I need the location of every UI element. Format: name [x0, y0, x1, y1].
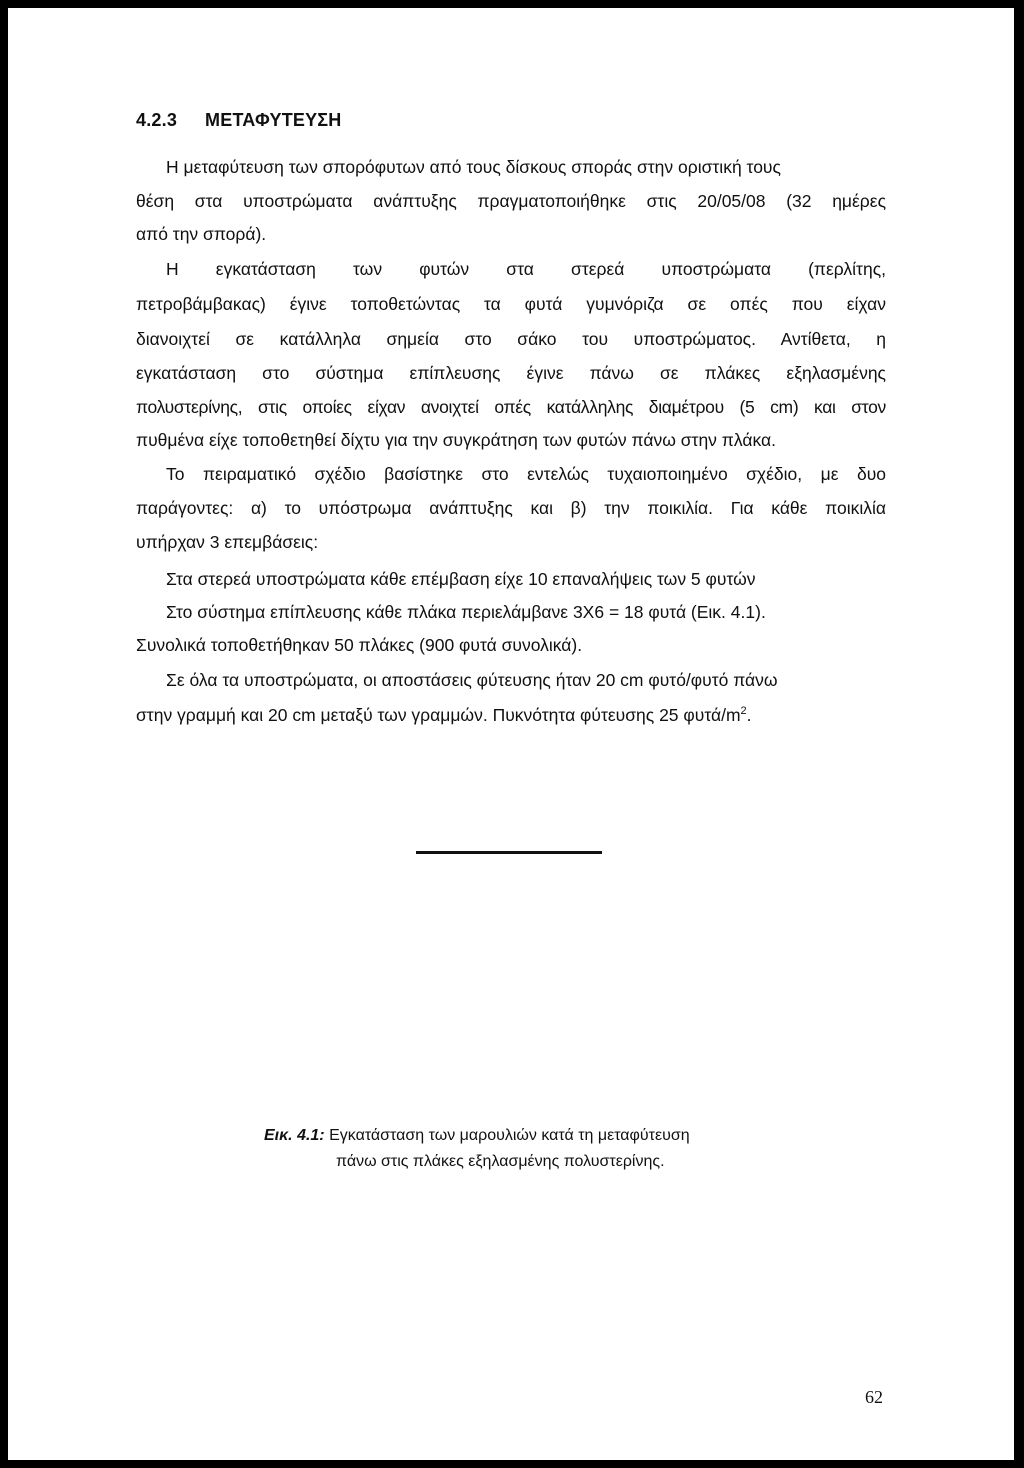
paragraph-line: διανοιχτεί σε κατάλληλα σημεία στο σάκο του υποστρώματος. Αντίθετα, η: [136, 329, 886, 349]
paragraph-line: Η μεταφύτευση των σπορόφυτων από τους δίσκους σποράς στην οριστική τους: [166, 157, 781, 177]
density-end: .: [746, 704, 752, 725]
paragraph-line: [136, 706, 752, 724]
section-heading: [136, 111, 342, 129]
figure-caption-line-1: [264, 1128, 690, 1144]
paragraph-line: Συνολικά τοποθετήθηκαν 50 πλάκες (900 φυτά συνολικά).: [136, 635, 583, 655]
paragraph-line: Η εγκατάσταση των φυτών στα στερεά υποστρώματα (περλίτης,: [166, 259, 886, 279]
document-page: [8, 8, 1014, 1460]
paragraph-line: από την σπορά).: [136, 224, 267, 244]
figure-caption-line-2: πάνω στις πλάκες εξηλασμένης πολυστερίνης.: [336, 1153, 665, 1170]
section-number: 4.2.3: [136, 110, 178, 130]
paragraph-line: θέση στα υποστρώματα ανάπτυξης πραγματοποιήθηκε στις 20/05/08 (32 ημέρες: [136, 191, 886, 211]
paragraph-line: πολυστερίνης, στις οποίες είχαν ανοιχτεί οπές κατάλληλης διαμέτρου (5 cm) και στον: [136, 397, 886, 417]
density-superscript: 2: [740, 705, 747, 717]
figure-caption-label: Εικ. 4.1:: [264, 1127, 325, 1144]
density-text: στην γραμμή και 20 cm μεταξύ των γραμμών. Πυκνότητα φύτευσης 25 φυτά/m: [136, 704, 741, 725]
paragraph-line: υπήρχαν 3 επεμβάσεις:: [136, 532, 319, 552]
paragraph-line: παράγοντες: α) το υπόστρωμα ανάπτυξης και β) την ποικιλία. Για κάθε ποικιλία: [136, 498, 886, 518]
paragraph-line: Το πειραματικό σχέδιο βασίστηκε στο εντελώς τυχαιοποιημένο σχέδιο, με δυο: [166, 464, 886, 484]
page-number: 62: [865, 1387, 883, 1407]
paragraph-line: πυθμένα είχε τοποθετηθεί δίχτυ για την συγκράτηση των φυτών πάνω στην πλάκα.: [136, 430, 776, 450]
paragraph-line: εγκατάσταση στο σύστημα επίπλευσης έγινε πάνω σε πλάκες εξηλασμένης: [136, 363, 886, 383]
figure-caption-text: Εγκατάσταση των μαρουλιών κατά τη μεταφύτευση: [329, 1127, 690, 1144]
paragraph-line: Στο σύστημα επίπλευσης κάθε πλάκα περιελάμβανε 3Χ6 = 18 φυτά (Εικ. 4.1).: [166, 602, 766, 622]
paragraph-line: Στα στερεά υποστρώματα κάθε επέμβαση είχε 10 επαναλήψεις των 5 φυτών: [166, 569, 756, 589]
paragraph-line: πετροβάμβακας) έγινε τοποθετώντας τα φυτά γυμνόριζα σε οπές που είχαν: [136, 294, 886, 314]
section-title: ΜΕΤΑΦΥΤΕΥΣΗ: [205, 110, 342, 130]
figure-divider: [416, 851, 602, 854]
paragraph-line: Σε όλα τα υποστρώματα, οι αποστάσεις φύτευσης ήταν 20 cm φυτό/φυτό πάνω: [166, 670, 778, 690]
